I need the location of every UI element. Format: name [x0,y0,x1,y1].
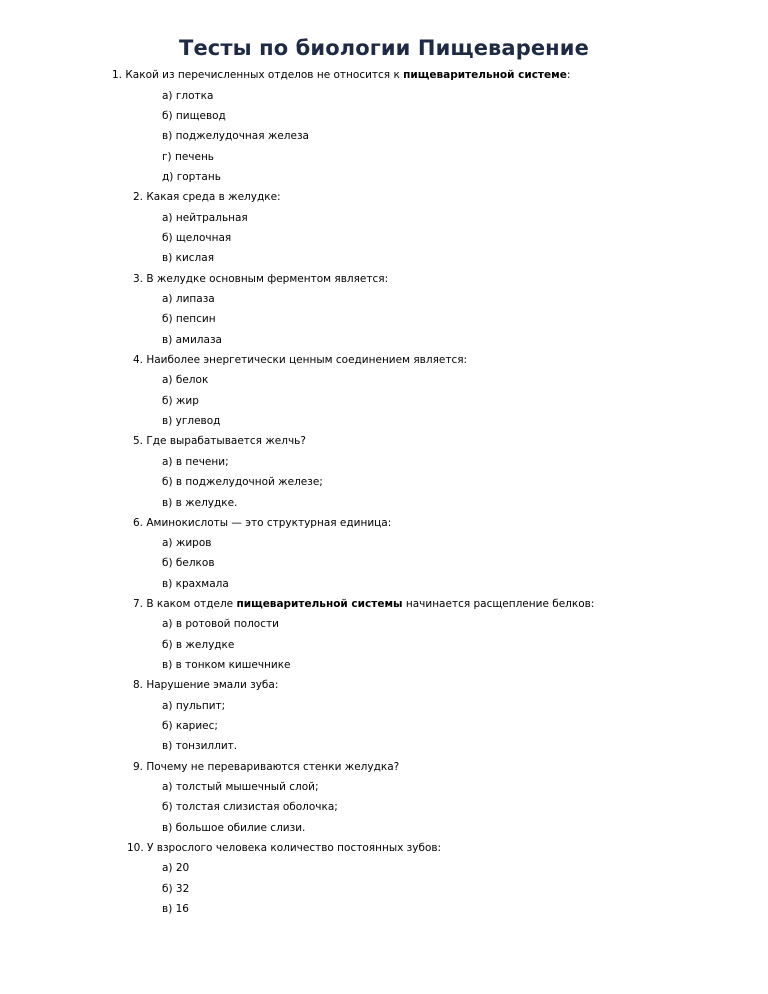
question-6 [133,516,391,530]
answer-4a: а) белок [162,374,209,386]
question-bold-text: пищеварительной системы [236,598,403,610]
question-2 [133,190,281,204]
page-title: Тесты по биологии Пищеварение [179,36,589,60]
answer-10c: в) 16 [162,903,189,915]
question-text-end: начинается расщепление белков: [402,598,595,610]
question-9 [133,760,399,774]
question-text: 9. Почему не перевариваются стенки желудка? [133,761,400,773]
question-7 [133,597,594,611]
answer-9c: в) большое обилие слизи. [162,822,306,834]
answer-1b: б) пищевод [162,110,226,122]
answer-7a: а) в ротовой полости [162,618,279,630]
question-10 [127,841,441,855]
answer-2c: в) кислая [162,252,215,264]
answer-9a: а) толстый мышечный слой; [162,781,319,793]
answer-2b: б) щелочная [162,232,232,244]
answer-5c: в) в желудке. [162,497,238,509]
answer-10a: а) 20 [162,862,190,874]
answer-1e: д) гортань [162,171,221,183]
question-text: 6. Аминокислоты — это структурная единица: [133,517,392,529]
answer-6a: а) жиров [162,537,212,549]
question-text: 4. Наиболее энергетически ценным соединением является: [133,354,468,366]
answer-4c: в) углевод [162,415,221,427]
answer-7b: б) в желудке [162,639,235,651]
answer-4b: б) жир [162,395,199,407]
answer-1a: а) глотка [162,90,214,102]
answer-2a: а) нейтральная [162,212,248,224]
question-text: 8. Нарушение эмали зуба: [133,679,279,691]
answer-1d: г) печень [162,151,214,163]
question-5 [133,434,306,448]
answer-8b: б) кариес; [162,720,218,732]
answer-8a: а) пульпит; [162,700,226,712]
question-text: 7. В каком отделе [133,598,237,610]
answer-3c: в) амилаза [162,334,222,346]
answer-5a: а) в печени; [162,456,229,468]
question-1 [112,68,570,82]
answer-1c: в) поджелудочная железа [162,130,309,142]
question-4 [133,353,467,367]
answer-3b: б) пепсин [162,313,216,325]
question-text: 3. В желудке основным ферментом является: [133,273,389,285]
question-text-end: : [566,69,571,81]
answer-8c: в) тонзиллит. [162,740,238,752]
question-text: 10. У взрослого человека количество постоянных зубов: [127,842,442,854]
question-text: 5. Где вырабатывается желчь? [133,435,306,447]
question-text: 1. Какой из перечисленных отделов не относится к [112,69,404,81]
question-3 [133,272,388,286]
question-text: 2. Какая среда в желудке: [133,191,281,203]
question-8 [133,678,278,692]
answer-6b: б) белков [162,557,215,569]
answer-6c: в) крахмала [162,578,229,590]
answer-10b: б) 32 [162,883,190,895]
answer-7c: в) в тонком кишечнике [162,659,291,671]
answer-9b: б) толстая слизистая оболочка; [162,801,338,813]
answer-3a: а) липаза [162,293,215,305]
question-bold-text: пищеварительной системе [403,69,567,81]
answer-5b: б) в поджелудочной железе; [162,476,323,488]
